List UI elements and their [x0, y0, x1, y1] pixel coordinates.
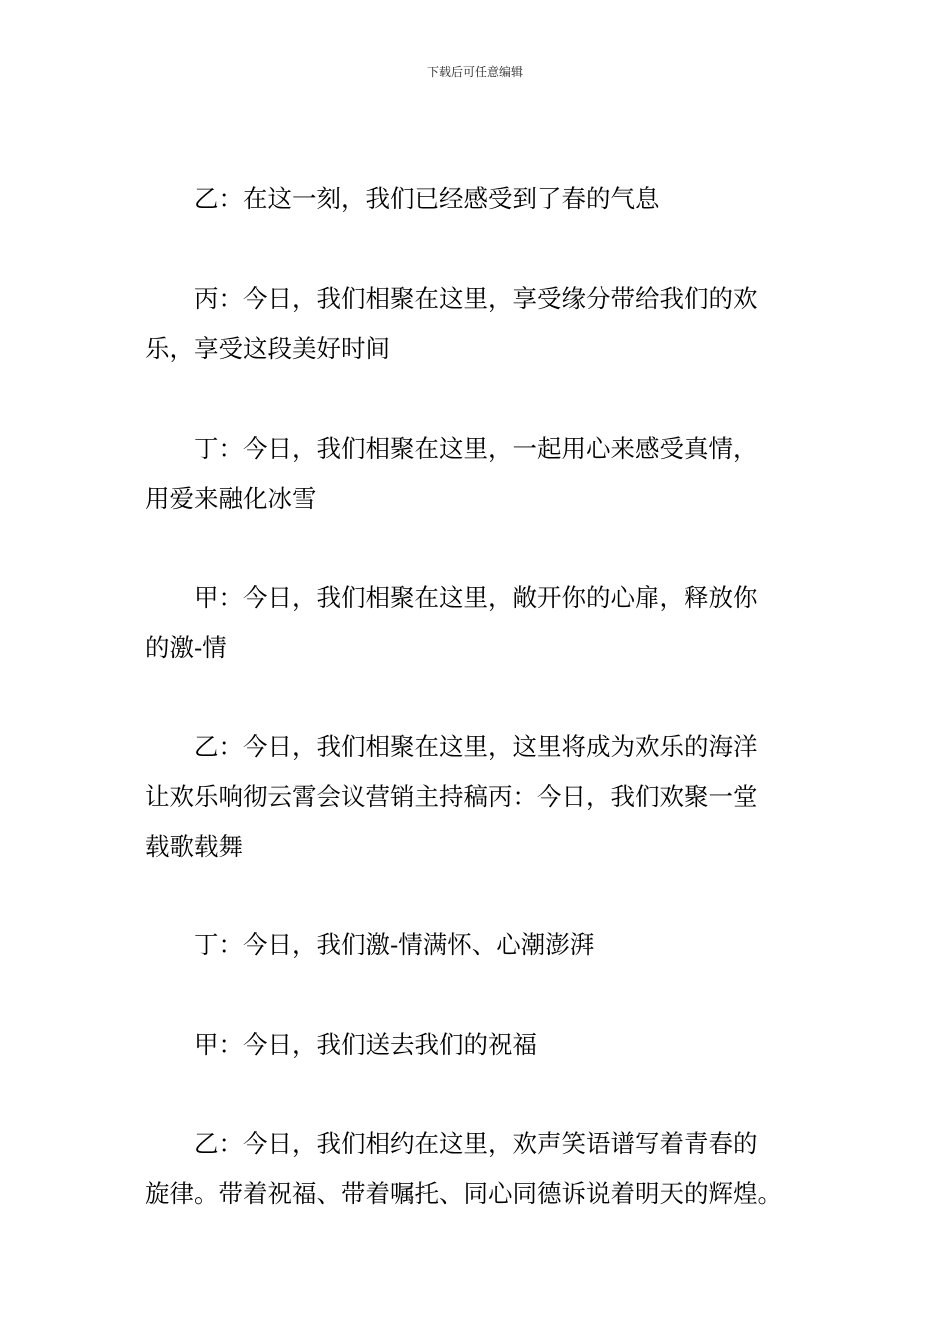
paragraph-3: [145, 424, 807, 524]
paragraph-line: 用爱来融化冰雪: [145, 484, 317, 513]
paragraph-line: 甲：今日，我们相聚在这里，敞开你的心扉，释放你: [194, 583, 758, 612]
paragraph-8: [145, 1119, 825, 1219]
paragraph-line: 丁：今日，我们相聚在这里，一起用心来感受真情，: [194, 434, 758, 463]
paragraph-line: 丙：今日，我们相聚在这里，享受缘分带给我们的欢: [194, 284, 758, 313]
paragraph-line: 丁：今日，我们激-情满怀、心潮澎湃: [194, 930, 595, 959]
paragraph-line: 载歌载舞: [145, 832, 243, 861]
paragraph-6: [145, 920, 807, 970]
paragraph-line: 乙：在这一刻，我们已经感受到了春的气息: [194, 184, 660, 213]
page-header: 下载后可任意编辑: [426, 65, 523, 79]
paragraph-2: [145, 274, 807, 374]
paragraph-line: 让欢乐响彻云霄会议营销主持稿丙：今日，我们欢聚一堂: [145, 782, 758, 811]
paragraph-line: 甲：今日，我们送去我们的祝福: [194, 1030, 537, 1059]
paragraph-line: 的激-情: [145, 633, 227, 662]
paragraph-line: 旋律。带着祝福、带着嘱托、同心同德诉说着明天的辉煌。: [145, 1179, 782, 1208]
paragraph-4: [145, 573, 807, 673]
paragraph-line: 乙：今日，我们相聚在这里，这里将成为欢乐的海洋: [194, 732, 758, 761]
paragraph-5: [145, 722, 807, 872]
paragraph-7: [145, 1020, 807, 1070]
paragraph-1: [145, 174, 807, 224]
paragraph-line: 乐，享受这段美好时间: [145, 334, 390, 363]
paragraph-line: 乙：今日，我们相约在这里，欢声笑语谱写着青春的: [194, 1129, 758, 1158]
